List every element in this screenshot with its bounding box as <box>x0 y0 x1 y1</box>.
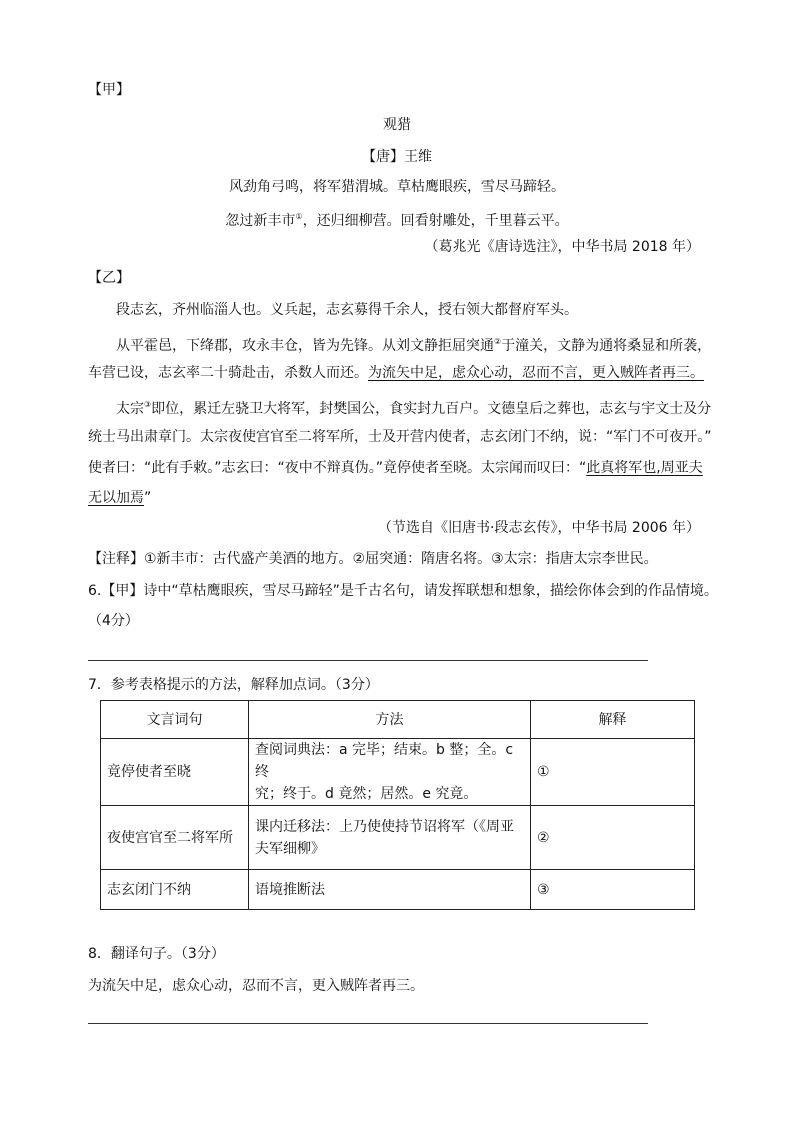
annotations: 【注释】①新丰市：古代盛产美酒的地方。②屈突通：隋唐名将。③太宗：指唐太宗李世民。 <box>88 551 658 567</box>
prose-paragraph-3-line-4 <box>88 488 151 508</box>
poem-line-2-start: 忽过新丰市 <box>225 213 296 229</box>
poem-dynasty: 【唐】 <box>362 149 404 165</box>
underlined-quote-part-1: 此真将军也,周亚夫 <box>586 460 703 476</box>
method-table <box>100 700 695 910</box>
note-marker-2: ② <box>494 337 502 346</box>
question-8-sentence: 为流矢中足，虑众心动，忍而不言，更入贼阵者再三。 <box>88 978 424 994</box>
note-marker-3: ③ <box>144 400 152 409</box>
poem-line-1: 风劲角弓鸣，将军猎渭城。草枯鹰眼疾，雪尽马蹄轻。 <box>229 179 565 195</box>
prose-paragraph-2-line-2 <box>88 363 704 383</box>
text-span: 从平霍邑，下绛郡，攻永丰仓，皆为先锋。从刘文静拒屈突通 <box>116 338 494 354</box>
poem-line-2-end: ，还归细柳营。回看射雕处，千里暮云平。 <box>302 213 569 229</box>
poem-line-2 <box>0 207 794 231</box>
text-span: 夫军细柳》 <box>255 840 325 857</box>
text-span: 太宗 <box>116 401 144 417</box>
text-span: 课内迁移法：上乃使使持节诏将军（《周亚 <box>255 818 514 835</box>
question-6-score: （4分） <box>88 613 139 629</box>
table-cell-phrase: 夜使宫官至二将军所 <box>101 806 249 870</box>
prose-paragraph-3-line-3 <box>88 458 703 478</box>
section-yi-label: 【乙】 <box>88 270 130 286</box>
question-6: 6.【甲】诗中“草枯鹰眼疾，雪尽马蹄轻”是千古名句，请发挥联想和想象，描绘你体会到的作品情境。 <box>88 583 718 599</box>
prose-paragraph-2-line-1 <box>116 332 711 356</box>
poem-author-name: 王维 <box>404 149 432 165</box>
text-span: 查阅词典法：a 完毕；结束。b 整；全。c 终 <box>255 742 514 780</box>
text-span: 使者曰：“此有手敕。”志玄曰：“夜中不辩真伪。”竟停使者至晓。太宗闻而叹曰：“ <box>88 460 587 476</box>
poem-source: （葛兆光《唐诗选注》，中华书局 2018 年） <box>424 239 700 255</box>
table-cell-phrase: 志玄闭门不纳 <box>101 870 249 910</box>
text-span: ” <box>144 490 152 506</box>
text-span: 即位，累迁左骁卫大将军，封樊国公，食实封九百户。文德皇后之葬也，志玄与宇文士及分 <box>151 401 712 417</box>
table-row <box>101 806 695 870</box>
prose-paragraph-3-line-2: 统士马出肃章门。太宗夜使宫官至二将军所，士及开营内使者，志玄闭门不纳，说：“军门不可夜开。” <box>88 429 712 445</box>
poem-author <box>0 147 794 167</box>
prose-paragraph-3-line-1 <box>116 395 711 419</box>
table-header: 解释 <box>531 701 695 739</box>
text-span: 于潼关，文静为通将桑显和所袭， <box>501 338 712 354</box>
table-cell-method <box>249 739 531 806</box>
table-row <box>101 870 695 910</box>
poem-title: 观猎 <box>383 117 411 133</box>
text-span: 究；终于。d 竟然；居然。e 究竟。 <box>255 786 478 802</box>
underlined-sentence: 为流矢中足，虑众心动，忍而不言，更入贼阵者再三。 <box>368 365 704 381</box>
table-cell-answer[interactable]: ① <box>531 739 695 806</box>
section-jia-label: 【甲】 <box>88 82 130 98</box>
table-cell-method <box>249 806 531 870</box>
table-cell-method: 语境推断法 <box>249 870 531 910</box>
answer-line-q6[interactable] <box>88 660 648 661</box>
text-span: 车营已设，志玄率二十骑赴击，杀数人而还。 <box>88 365 368 381</box>
prose-paragraph-1: 段志玄，齐州临淄人也。义兵起，志玄募得千余人，授右领大都督府军头。 <box>116 302 578 318</box>
note-marker-1: ① <box>295 212 303 221</box>
table-header-row <box>101 701 695 739</box>
table-row <box>101 739 695 806</box>
prose-source: （节选自《旧唐书·段志玄传》，中华书局 2006 年） <box>378 520 700 536</box>
question-7: 7．参考表格提示的方法，解释加点词。（3分） <box>88 677 379 693</box>
question-8: 8．翻译句子。（3分） <box>88 946 225 962</box>
table-cell-phrase: 竟停使者至晓 <box>101 739 249 806</box>
table-cell-answer[interactable]: ③ <box>531 870 695 910</box>
table-header: 文言词句 <box>101 701 249 739</box>
answer-line-q8[interactable] <box>88 1023 648 1024</box>
table-header: 方法 <box>249 701 531 739</box>
underlined-quote-part-2: 无以加焉 <box>88 490 144 506</box>
table-cell-answer[interactable]: ② <box>531 806 695 870</box>
